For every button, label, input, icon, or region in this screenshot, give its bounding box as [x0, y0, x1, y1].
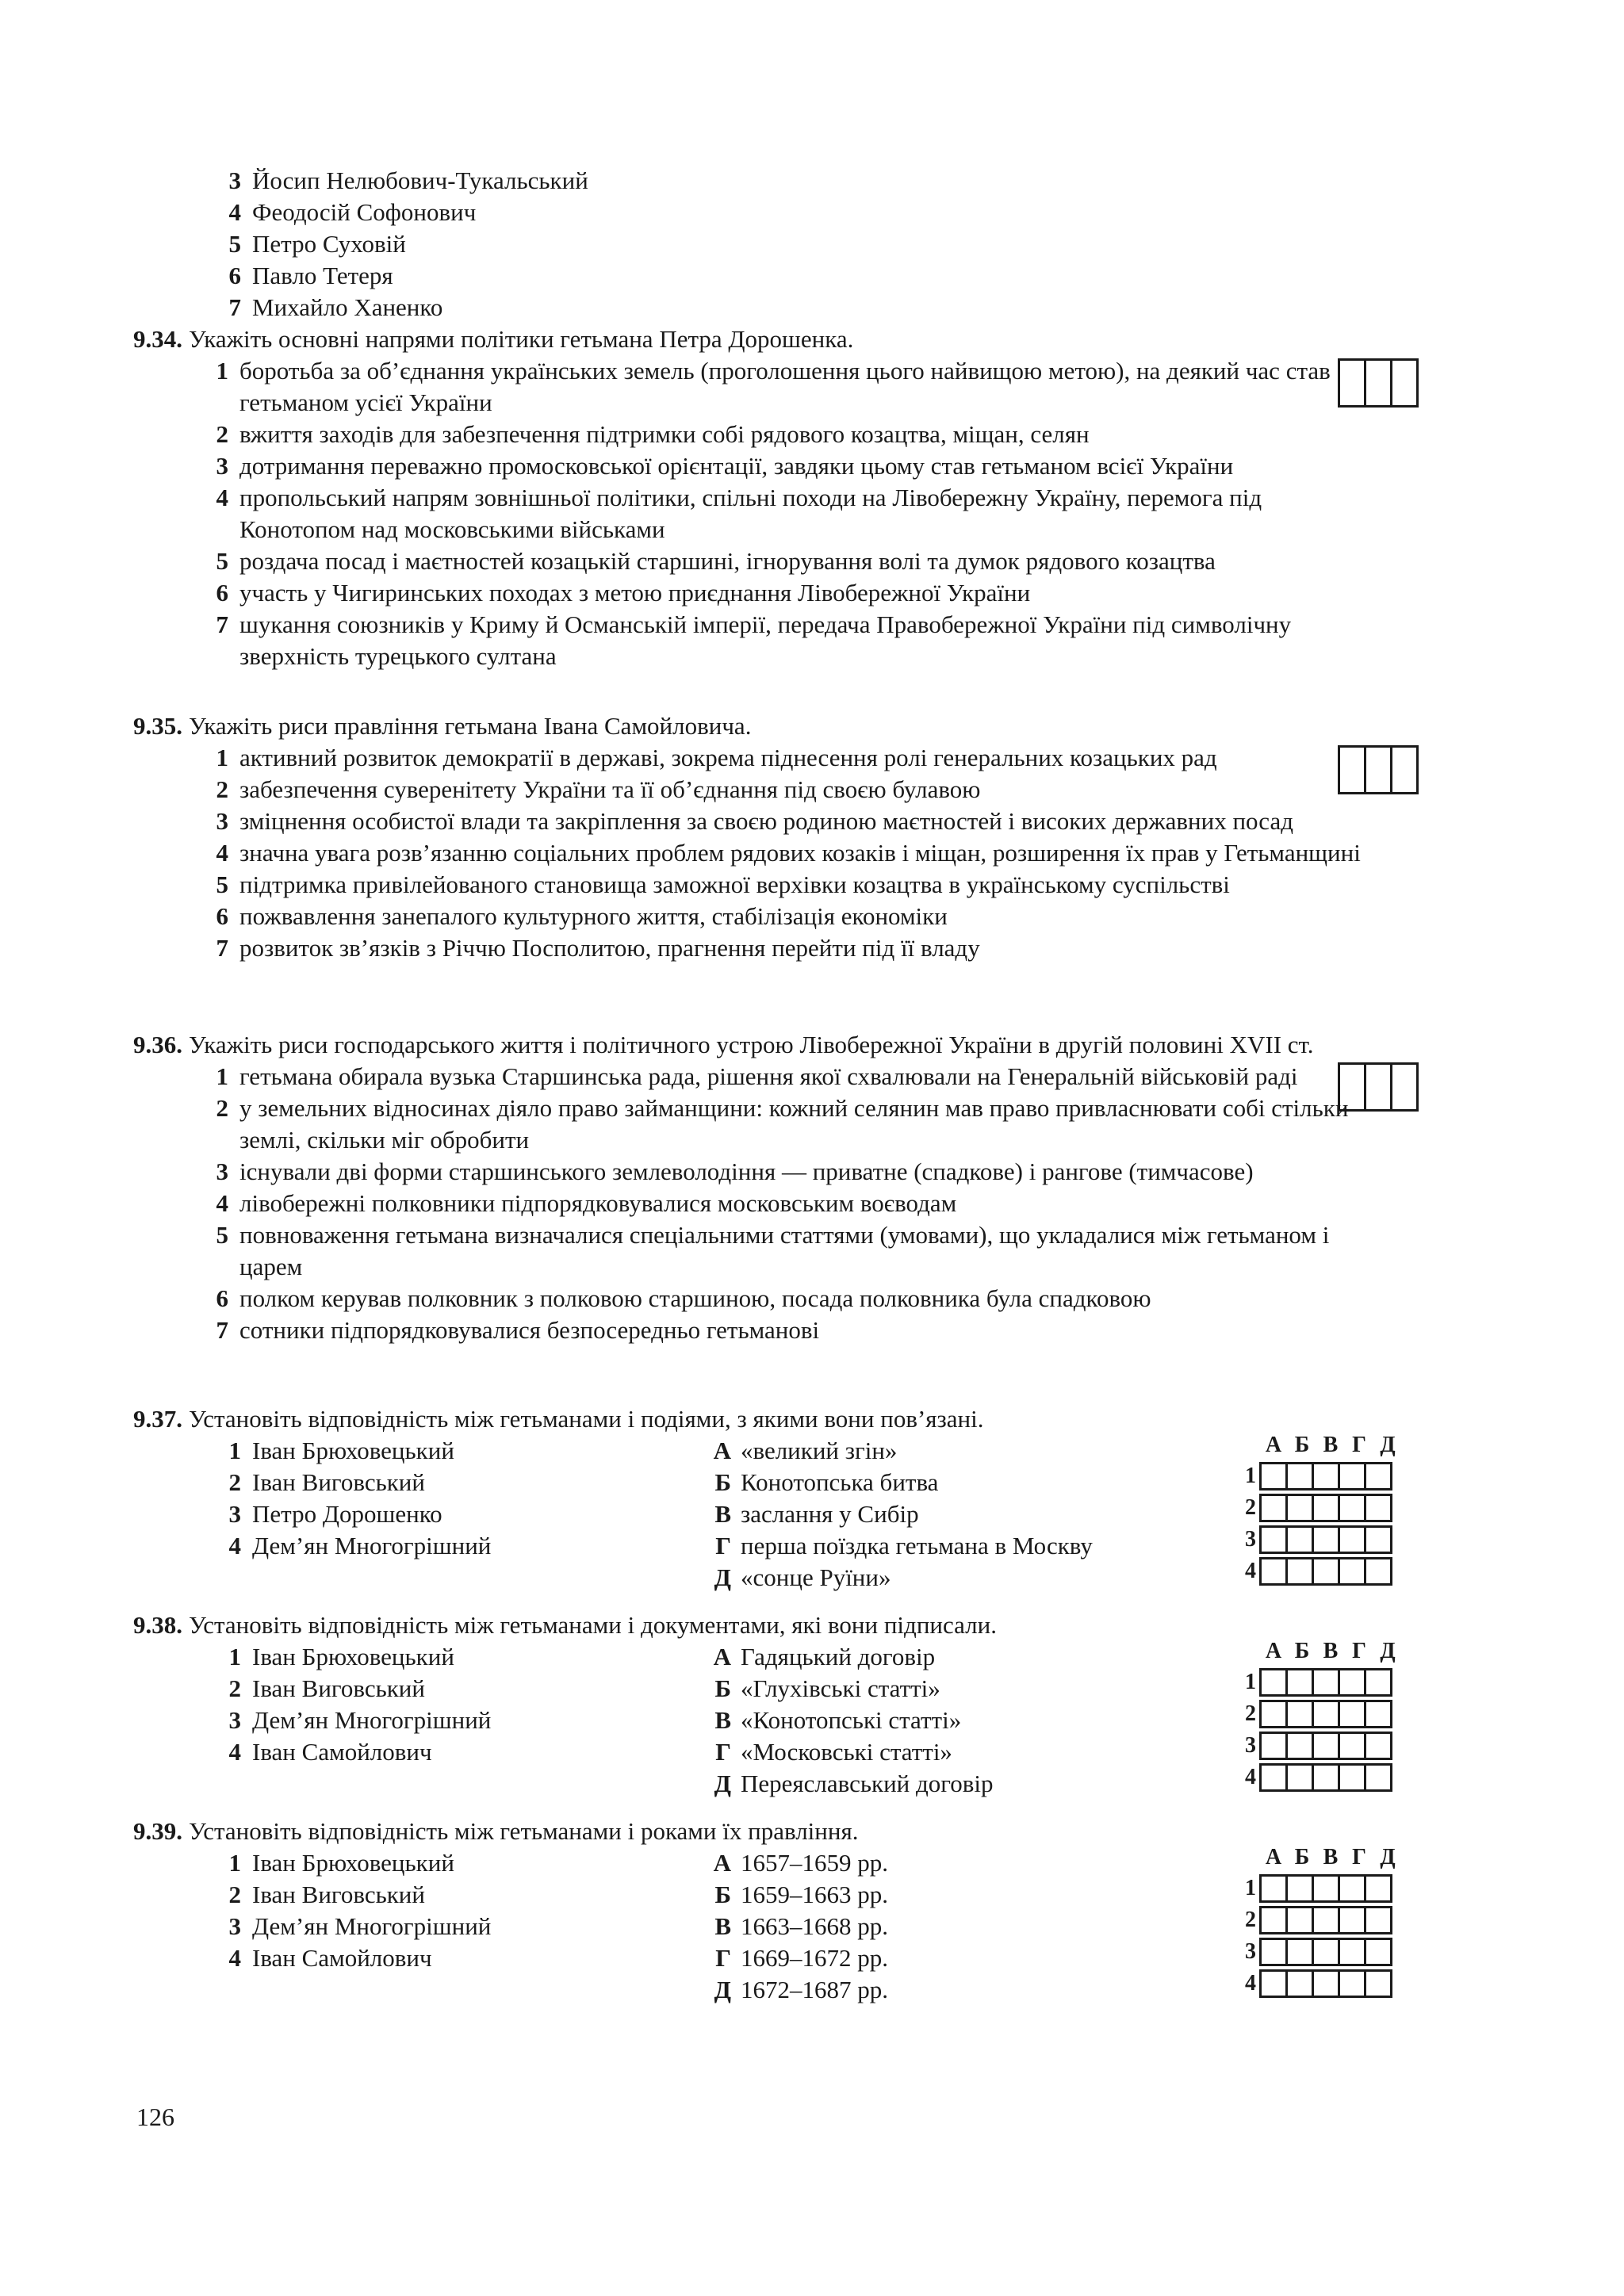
question-number: 9.36. [133, 1031, 182, 1058]
option-item [208, 419, 1381, 450]
grid-cell[interactable] [1312, 1874, 1340, 1903]
grid-col-label: Б [1294, 1433, 1310, 1457]
option-item [208, 1093, 1381, 1156]
option-text: пропольський напрям зовнішньої політики, спільні походи на Лівобережну Україну, перемога під Конотопом над московськими військами [239, 484, 1262, 543]
match-right-item [707, 1736, 1167, 1768]
grid-cell[interactable] [1312, 1494, 1340, 1522]
option-item [208, 837, 1381, 869]
option-text: підтримка привілейованого становища заможної верхівки козацтва в українському суспільстві [239, 871, 1230, 898]
grid-col-label: Д [1380, 1845, 1396, 1869]
option-item [208, 1156, 1381, 1188]
grid-cell[interactable] [1285, 1969, 1314, 1998]
grid-cell[interactable] [1364, 1969, 1392, 1998]
grid-cell[interactable] [1338, 1763, 1366, 1792]
item-letter: А [713, 1849, 731, 1877]
match-left-item [208, 1705, 652, 1736]
item-letter: Д [714, 1770, 731, 1797]
grid-cell[interactable] [1285, 1938, 1314, 1966]
item-number: 7 [228, 293, 241, 321]
grid-col-label: Б [1294, 1845, 1310, 1869]
match-right-item [707, 1942, 1167, 1974]
option-number: 6 [216, 1284, 228, 1312]
option-text: роздача посад і маєтностей козацькій старшині, ігнорування волі та думок рядового козацтва [239, 547, 1216, 575]
option-item [208, 869, 1381, 901]
match-left-item [208, 1879, 652, 1911]
answer-box[interactable] [1364, 745, 1392, 794]
item-text: «сонце Руїни» [741, 1563, 891, 1591]
grid-cell[interactable] [1312, 1700, 1340, 1728]
item-letter: Б [714, 1674, 731, 1702]
grid-cell[interactable] [1364, 1938, 1392, 1966]
grid-col-label: Г [1352, 1639, 1366, 1663]
item-number: 3 [228, 1912, 241, 1940]
grid-cell[interactable] [1364, 1732, 1392, 1760]
grid-row-label: 1 [1245, 1670, 1256, 1694]
item-text: Іван Брюховецький [252, 1849, 454, 1877]
option-text: забезпечення суверенітету України та її об’єднання під своєю булавою [239, 775, 981, 803]
question-text: Установіть відповідність між гетьманами і подіями, з якими вони пов’язані. [189, 1405, 984, 1433]
item-text: Дем’ян Многогрішний [252, 1706, 492, 1734]
option-number: 5 [216, 871, 228, 898]
item-letter: В [714, 1912, 731, 1940]
grid-col-label: А [1265, 1845, 1282, 1869]
option-text: у земельних відносинах діяло право займанщини: кожний селянин мав право привласнювати собі стільки землі, скільки міг обробити [239, 1094, 1349, 1154]
item-letter: А [713, 1437, 731, 1464]
option-text: значна увага розв’язанню соціальних проблем рядових козаків і міщан, розширення їх прав у Гетьманщині [239, 839, 1361, 867]
item-text: Михайло Ханенко [252, 293, 443, 321]
answer-boxes-9-36 [1340, 1062, 1419, 1112]
grid-row-label: 3 [1245, 1939, 1256, 1964]
grid-row-label: 3 [1245, 1733, 1256, 1758]
item-letter: Д [714, 1563, 731, 1591]
option-item [208, 609, 1381, 672]
grid-cell[interactable] [1364, 1525, 1392, 1554]
item-letter: Б [714, 1881, 731, 1908]
grid-cell[interactable] [1338, 1969, 1366, 1998]
option-item [208, 901, 1381, 932]
grid-cell[interactable] [1285, 1732, 1314, 1760]
item-number: 2 [228, 1674, 241, 1702]
grid-cell[interactable] [1259, 1938, 1288, 1966]
option-text: полком керував полковник з полковою старшиною, посада полковника була спадковою [239, 1284, 1151, 1312]
match-right-item [707, 1673, 1167, 1705]
item-text: «Глухівські статті» [741, 1674, 940, 1702]
item-text: Іван Виговський [252, 1881, 425, 1908]
grid-cell[interactable] [1312, 1462, 1340, 1490]
item-text: Петро Дорошенко [252, 1500, 442, 1528]
item-number: 6 [228, 262, 241, 289]
grid-cell[interactable] [1285, 1494, 1314, 1522]
grid-cell[interactable] [1312, 1668, 1340, 1697]
grid-cell[interactable] [1338, 1906, 1366, 1934]
grid-cell[interactable] [1338, 1557, 1366, 1586]
item-text: заслання у Сибір [741, 1500, 919, 1528]
item-number: 2 [228, 1881, 241, 1908]
item-text: Іван Самойлович [252, 1738, 432, 1766]
option-number: 7 [216, 1316, 228, 1344]
grid-cell[interactable] [1364, 1494, 1392, 1522]
grid-cell[interactable] [1338, 1494, 1366, 1522]
option-item [208, 774, 1381, 806]
option-number: 2 [216, 420, 228, 448]
grid-cell[interactable] [1312, 1525, 1340, 1554]
question-9-36 [133, 1029, 1442, 1346]
grid-cell[interactable] [1338, 1938, 1366, 1966]
answer-box[interactable] [1390, 1062, 1419, 1112]
match-left-item [208, 1673, 652, 1705]
grid-cell[interactable] [1259, 1668, 1288, 1697]
grid-row-label: 4 [1245, 1559, 1256, 1583]
answer-box[interactable] [1338, 745, 1366, 794]
match-left-item [208, 1641, 652, 1673]
option-item [208, 577, 1381, 609]
grid-cell[interactable] [1285, 1525, 1314, 1554]
grid-row-label: 4 [1245, 1971, 1256, 1996]
item-text: Іван Самойлович [252, 1944, 432, 1972]
item-number: 1 [228, 1437, 241, 1464]
item-text: 1657–1659 рр. [741, 1849, 888, 1877]
grid-cell[interactable] [1364, 1763, 1392, 1792]
grid-col-label: А [1265, 1639, 1282, 1663]
option-number: 7 [216, 610, 228, 638]
grid-cell[interactable] [1259, 1906, 1288, 1934]
item-letter: В [714, 1706, 731, 1734]
list-item [208, 228, 1397, 260]
match-right-item [707, 1879, 1167, 1911]
option-item [208, 482, 1381, 545]
answer-box[interactable] [1364, 1062, 1392, 1112]
item-number: 5 [228, 230, 241, 258]
match-right-item [707, 1705, 1167, 1736]
grid-cell[interactable] [1285, 1557, 1314, 1586]
option-text: участь у Чигиринських походах з метою приєднання Лівобережної України [239, 579, 1031, 607]
grid-cell[interactable] [1364, 1874, 1392, 1903]
match-right-item [707, 1435, 1167, 1467]
item-number: 4 [228, 1738, 241, 1766]
item-text: Іван Брюховецький [252, 1437, 454, 1464]
grid-cell[interactable] [1285, 1906, 1314, 1934]
question-number: 9.34. [133, 325, 182, 353]
item-letter: Г [715, 1738, 731, 1766]
answer-grid-9-37 [1237, 1433, 1402, 1587]
question-9-37 [133, 1403, 1450, 1591]
grid-col-label: Г [1352, 1433, 1366, 1457]
item-letter: Г [715, 1532, 731, 1559]
answer-boxes-9-35 [1340, 745, 1419, 794]
match-left-item [208, 1942, 652, 1974]
grid-cell[interactable] [1312, 1732, 1340, 1760]
answer-box[interactable] [1390, 745, 1419, 794]
match-left-item [208, 1911, 652, 1942]
option-number: 2 [216, 1094, 228, 1122]
option-number: 4 [216, 839, 228, 867]
intro-list [208, 165, 1397, 323]
grid-cell[interactable] [1259, 1874, 1288, 1903]
grid-cell[interactable] [1364, 1462, 1392, 1490]
question-text: Укажіть основні напрями політики гетьмана Петра Дорошенка. [189, 325, 854, 353]
item-letter: Б [714, 1468, 731, 1496]
option-number: 3 [216, 1158, 228, 1185]
item-text: Іван Брюховецький [252, 1643, 454, 1670]
grid-cell[interactable] [1259, 1557, 1288, 1586]
item-text: Дем’ян Многогрішний [252, 1532, 492, 1559]
grid-cell[interactable] [1285, 1763, 1314, 1792]
match-left-item [208, 1435, 652, 1467]
item-text: «Московські статті» [741, 1738, 952, 1766]
question-number: 9.39. [133, 1817, 182, 1845]
grid-cell[interactable] [1285, 1700, 1314, 1728]
question-9-34 [133, 323, 1442, 672]
grid-cell[interactable] [1285, 1874, 1314, 1903]
option-number: 1 [216, 1062, 228, 1090]
match-left-item [208, 1467, 652, 1498]
match-left-item [208, 1847, 652, 1879]
grid-col-label: В [1323, 1639, 1339, 1663]
question-number: 9.37. [133, 1405, 182, 1433]
item-text: Іван Виговський [252, 1674, 425, 1702]
answer-grid-9-38 [1237, 1640, 1402, 1793]
option-item [208, 450, 1381, 482]
option-number: 5 [216, 547, 228, 575]
question-number: 9.35. [133, 712, 182, 740]
grid-row-label: 3 [1245, 1527, 1256, 1552]
option-number: 4 [216, 484, 228, 511]
grid-cell[interactable] [1259, 1494, 1288, 1522]
grid-cell[interactable] [1338, 1700, 1366, 1728]
item-letter: В [714, 1500, 731, 1528]
option-text: вжиття заходів для забезпечення підтримки собі рядового козацтва, міщан, селян [239, 420, 1090, 448]
item-text: Гадяцький договір [741, 1643, 936, 1670]
question-text: Установіть відповідність між гетьманами і документами, які вони підписали. [189, 1611, 997, 1639]
match-left-item [208, 1498, 652, 1530]
grid-cell[interactable] [1338, 1668, 1366, 1697]
item-text: Петро Суховій [252, 230, 406, 258]
option-text: існували дві форми старшинського землеволодіння — приватне (спадкове) і рангове (тимчасове) [239, 1158, 1254, 1185]
match-right-item [707, 1641, 1167, 1673]
option-text: шукання союзників у Криму й Османській імперії, передача Правобережної України під символічну зверхність турецького султана [239, 610, 1292, 670]
item-letter: А [713, 1643, 731, 1670]
match-left-item [208, 1736, 652, 1768]
grid-cell[interactable] [1285, 1668, 1314, 1697]
option-number: 4 [216, 1189, 228, 1217]
option-text: повноваження гетьмана визначалися спеціальними статтями (умовами), що укладалися між гетьманом і царем [239, 1221, 1330, 1280]
item-number: 2 [228, 1468, 241, 1496]
grid-col-label: В [1323, 1433, 1339, 1457]
option-number: 3 [216, 452, 228, 480]
item-number: 1 [228, 1849, 241, 1877]
option-text: сотники підпорядковувалися безпосередньо гетьманові [239, 1316, 820, 1344]
answer-boxes-9-34 [1340, 358, 1419, 408]
grid-col-label: В [1323, 1845, 1339, 1869]
option-text: активний розвиток демократії в державі, зокрема піднесення ролі генеральних козацьких рад [239, 744, 1217, 771]
grid-row-label: 2 [1245, 1701, 1256, 1726]
grid-col-label: А [1265, 1433, 1282, 1457]
option-number: 7 [216, 934, 228, 962]
grid-row-label: 2 [1245, 1908, 1256, 1932]
page-number: 126 [136, 2103, 174, 2131]
item-number: 1 [228, 1643, 241, 1670]
answer-box[interactable] [1338, 358, 1366, 408]
match-right-item [707, 1562, 1167, 1594]
match-right-item [707, 1847, 1167, 1879]
list-item [208, 292, 1397, 323]
grid-cell[interactable] [1312, 1969, 1340, 1998]
item-text: 1672–1687 рр. [741, 1976, 888, 2003]
grid-cell[interactable] [1285, 1462, 1314, 1490]
item-text: «великий згін» [741, 1437, 898, 1464]
grid-col-label: Д [1380, 1433, 1396, 1457]
grid-cell[interactable] [1259, 1700, 1288, 1728]
option-item [208, 1314, 1381, 1346]
grid-row-label: 4 [1245, 1765, 1256, 1789]
item-text: Конотопська битва [741, 1468, 939, 1496]
grid-cell[interactable] [1338, 1874, 1366, 1903]
option-text: розвиток зв’язків з Річчю Посполитою, прагнення перейти під її владу [239, 934, 980, 962]
question-9-35 [133, 710, 1442, 964]
option-text: лівобережні полковники підпорядковувалися московським воєводам [239, 1189, 957, 1217]
grid-col-label: Б [1294, 1639, 1310, 1663]
option-number: 1 [216, 357, 228, 385]
item-text: 1669–1672 рр. [741, 1944, 888, 1972]
match-right-item [707, 1768, 1167, 1800]
item-number: 4 [228, 198, 241, 226]
option-number: 1 [216, 744, 228, 771]
answer-box[interactable] [1390, 358, 1419, 408]
grid-cell[interactable] [1338, 1525, 1366, 1554]
item-text: 1663–1668 рр. [741, 1912, 888, 1940]
question-9-39 [133, 1816, 1450, 2003]
grid-cell[interactable] [1312, 1938, 1340, 1966]
list-item [208, 260, 1397, 292]
item-text: Феодосій Софонович [252, 198, 477, 226]
answer-box[interactable] [1364, 358, 1392, 408]
option-item [208, 806, 1381, 837]
option-text: дотримання переважно промосковської орієнтації, завдяки цьому став гетьманом всієї України [239, 452, 1234, 480]
match-left-item [208, 1530, 652, 1562]
grid-col-label: Д [1380, 1639, 1396, 1663]
item-letter: Г [715, 1944, 731, 1972]
option-item [208, 1188, 1381, 1219]
item-text: Переяславський договір [741, 1770, 994, 1797]
match-right-item [707, 1911, 1167, 1942]
option-text: боротьба за об’єднання українських земель (проголошення цього найвищою метою), на деякий час став гетьманом усієї України [239, 357, 1331, 416]
answer-box[interactable] [1338, 1062, 1366, 1112]
match-right-item [707, 1974, 1167, 2006]
grid-row-label: 2 [1245, 1495, 1256, 1520]
match-right-item [707, 1530, 1167, 1562]
grid-cell[interactable] [1259, 1525, 1288, 1554]
grid-col-label: Г [1352, 1845, 1366, 1869]
item-number: 3 [228, 166, 241, 194]
grid-cell[interactable] [1312, 1557, 1340, 1586]
grid-cell[interactable] [1364, 1906, 1392, 1934]
option-number: 2 [216, 775, 228, 803]
grid-cell[interactable] [1364, 1700, 1392, 1728]
option-text: пожвавлення занепалого культурного життя, стабілізація економіки [239, 902, 948, 930]
item-text: Йосип Нелюбович-Тукальський [252, 166, 588, 194]
list-item [208, 165, 1397, 197]
grid-cell[interactable] [1364, 1557, 1392, 1586]
question-9-38 [133, 1609, 1450, 1797]
option-item [208, 355, 1381, 419]
grid-cell[interactable] [1338, 1462, 1366, 1490]
item-text: «Конотопські статті» [741, 1706, 962, 1734]
option-item [208, 1061, 1381, 1093]
item-text: перша поїздка гетьмана в Москву [741, 1532, 1093, 1559]
question-text: Укажіть риси правління гетьмана Івана Самойловича. [189, 712, 752, 740]
option-item [208, 545, 1381, 577]
grid-cell[interactable] [1259, 1732, 1288, 1760]
option-number: 5 [216, 1221, 228, 1249]
item-text: Дем’ян Многогрішний [252, 1912, 492, 1940]
grid-row-label: 1 [1245, 1876, 1256, 1900]
grid-row-label: 1 [1245, 1464, 1256, 1488]
list-item [208, 197, 1397, 228]
option-item [208, 932, 1381, 964]
question-number: 9.38. [133, 1611, 182, 1639]
option-number: 3 [216, 807, 228, 835]
grid-cell[interactable] [1312, 1906, 1340, 1934]
option-text: зміцнення особистої влади та закріплення за своєю родиною маєтностей і високих державних посад [239, 807, 1293, 835]
option-item [208, 1219, 1381, 1283]
option-number: 6 [216, 579, 228, 607]
grid-cell[interactable] [1338, 1732, 1366, 1760]
item-number: 4 [228, 1532, 241, 1559]
grid-cell[interactable] [1259, 1462, 1288, 1490]
option-item [208, 742, 1381, 774]
answer-grid-9-39 [1237, 1846, 1402, 1999]
question-text: Укажіть риси господарського життя і політичного устрою Лівобережної України в другій половині XVII ст. [189, 1031, 1314, 1058]
option-number: 6 [216, 902, 228, 930]
question-text: Установіть відповідність між гетьманами і роками їх правління. [189, 1817, 859, 1845]
item-text: 1659–1663 рр. [741, 1881, 888, 1908]
option-item [208, 1283, 1381, 1314]
option-text: гетьмана обирала вузька Старшинська рада, рішення якої схвалювали на Генеральній військовій раді [239, 1062, 1298, 1090]
item-text: Павло Тетеря [252, 262, 393, 289]
grid-cell[interactable] [1259, 1969, 1288, 1998]
item-number: 3 [228, 1706, 241, 1734]
grid-cell[interactable] [1312, 1763, 1340, 1792]
item-number: 3 [228, 1500, 241, 1528]
match-right-item [707, 1498, 1167, 1530]
item-number: 4 [228, 1944, 241, 1972]
item-letter: Д [714, 1976, 731, 2003]
grid-cell[interactable] [1364, 1668, 1392, 1697]
grid-cell[interactable] [1259, 1763, 1288, 1792]
match-right-item [707, 1467, 1167, 1498]
item-text: Іван Виговський [252, 1468, 425, 1496]
